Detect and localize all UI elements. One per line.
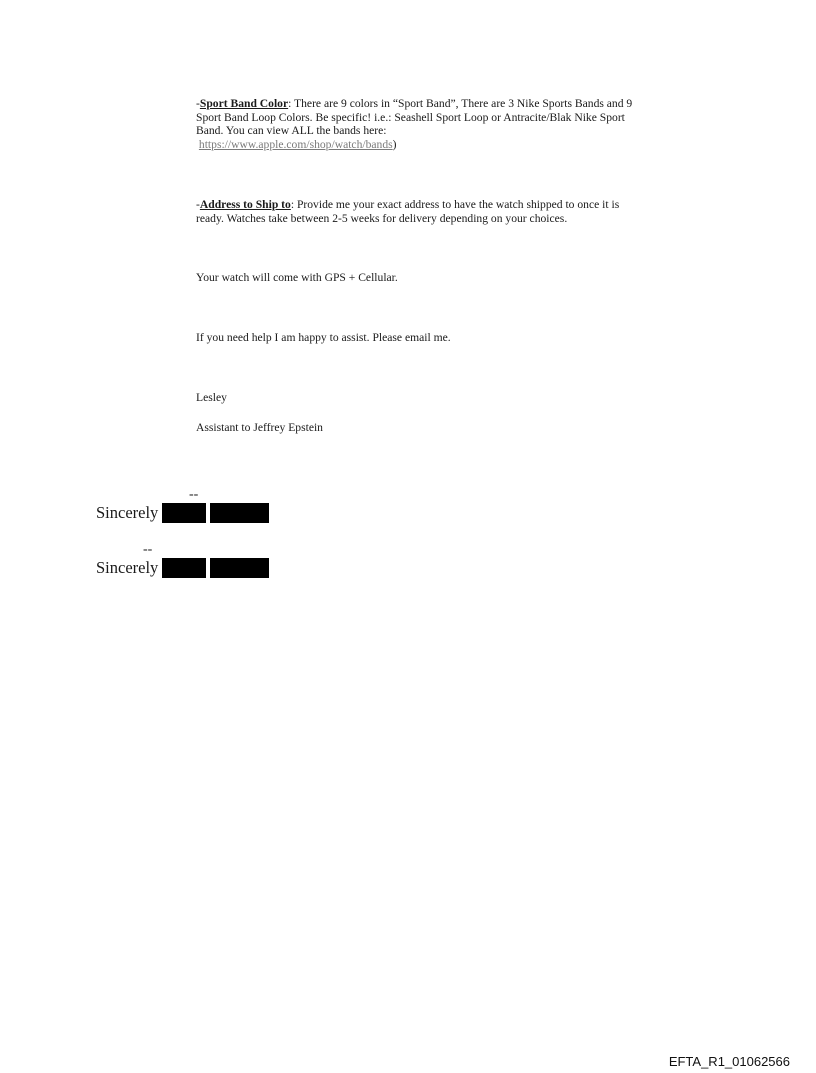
- redaction-block: [162, 503, 206, 523]
- gps-cellular-text: Your watch will come with GPS + Cellular.: [196, 271, 398, 284]
- address-to-ship-paragraph: [196, 198, 641, 225]
- document-id-stamp: EFTA_R1_01062566: [668, 1054, 790, 1069]
- address-to-ship-label: Address to Ship to: [199, 198, 291, 211]
- closing-row: [96, 557, 269, 579]
- apple-watch-bands-link[interactable]: https://www.apple.com/shop/watch/bands: [198, 137, 393, 151]
- address-to-ship-body: : Provide me your exact address to have the watch shipped to once it is ready. Watches take between 2-5 weeks for delivery depending on your choices.: [196, 198, 620, 225]
- signature-separator: --: [143, 542, 153, 557]
- sport-band-color-label: Sport Band Color: [199, 97, 289, 110]
- ship-dash: -: [196, 198, 200, 211]
- sport-band-color-body: : There are 9 colors in “Sport Band”, There are 3 Nike Sports Bands and 9 Sport Band Loop Colors. Be specific! i.e.: Seashell Sport Loop or Antracite/Blak Nike Sport Band. You can view ALL the bands here:: [196, 97, 633, 138]
- sport-band-color-paragraph: [196, 97, 641, 151]
- help-offer-line: [196, 331, 641, 345]
- redaction-block: [210, 503, 269, 523]
- gps-cellular-line: [196, 271, 641, 285]
- signature-title: [196, 421, 641, 435]
- band-closing-paren: ): [392, 137, 397, 151]
- closing-word: Sincerely: [96, 503, 159, 522]
- sport-band-color-text: [196, 97, 641, 151]
- signature-name-text: Lesley: [196, 391, 227, 404]
- signature-separator: --: [189, 487, 199, 502]
- help-offer-text: If you need help I am happy to assist. Please email me.: [196, 331, 451, 344]
- closing-row: [96, 502, 269, 524]
- redaction-block: [162, 558, 206, 578]
- address-to-ship-text: [196, 198, 641, 225]
- band-dash: -: [196, 97, 200, 110]
- redaction-block: [210, 558, 269, 578]
- closing-word: Sincerely: [96, 558, 159, 577]
- signature-name: [196, 391, 641, 405]
- signature-title-text: Assistant to Jeffrey Epstein: [196, 421, 323, 434]
